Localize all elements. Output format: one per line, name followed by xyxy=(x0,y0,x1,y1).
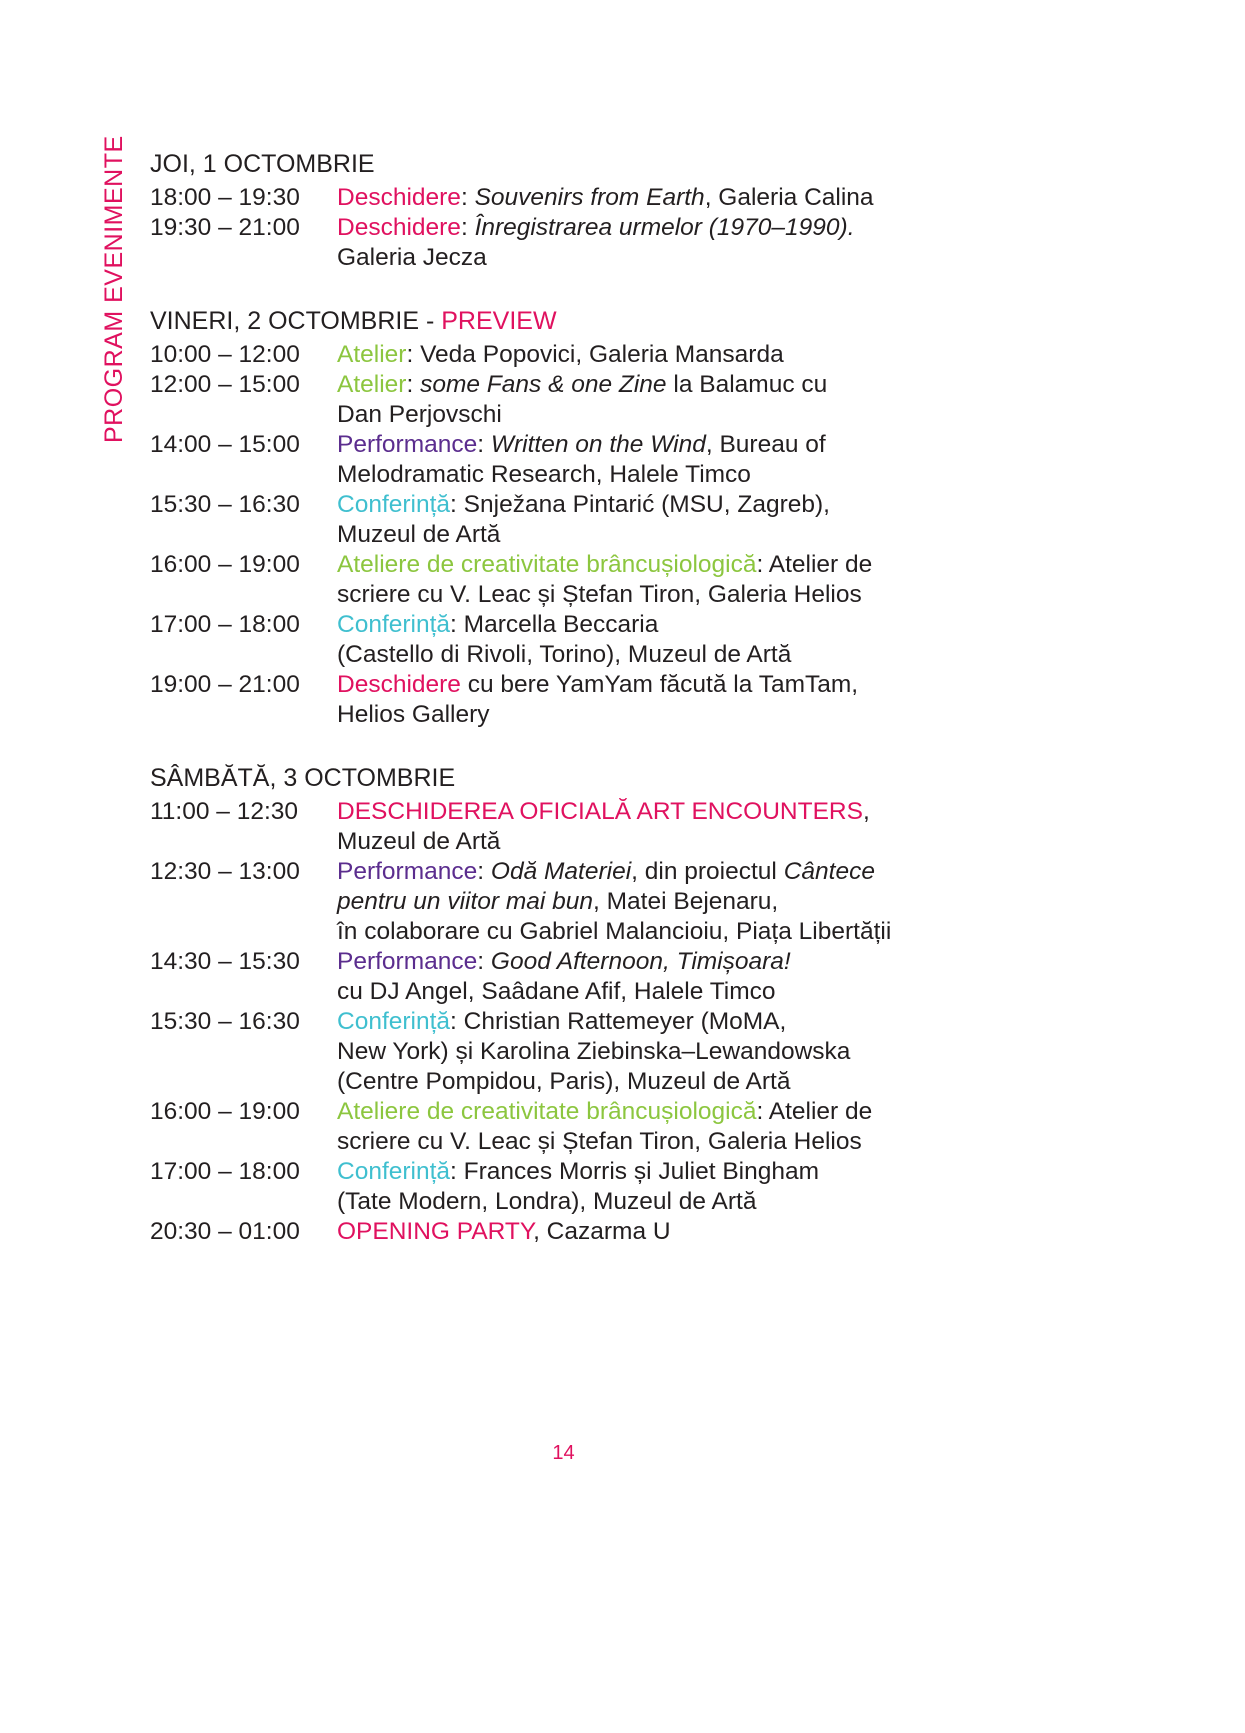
event-text: cu DJ Angel, Saâdane Afif, Halele Timco xyxy=(337,978,776,1005)
event-description xyxy=(337,490,950,550)
event-description xyxy=(337,1157,950,1217)
event-category: Atelier xyxy=(337,341,407,368)
event-time: 16:00 – 19:00 xyxy=(150,1098,300,1125)
event-time: 15:30 – 16:30 xyxy=(150,491,300,518)
event-time: 17:00 – 18:00 xyxy=(150,611,300,638)
event-text: (Tate Modern, Londra), Muzeul de Artă xyxy=(337,1188,757,1215)
day-heading xyxy=(150,760,950,796)
side-title: PROGRAM EVENIMENTE xyxy=(100,135,128,443)
event-row xyxy=(150,670,950,730)
event-text: Helios Gallery xyxy=(337,701,490,728)
event-row xyxy=(150,550,950,610)
day-section xyxy=(150,303,950,730)
event-time: 14:30 – 15:30 xyxy=(150,948,300,975)
event-category: Conferință xyxy=(337,1008,451,1035)
event-description xyxy=(337,183,950,213)
event-text: în colaborare cu Gabriel Malancioiu, Piața Libertății xyxy=(337,918,892,945)
event-category: Performance xyxy=(337,858,478,885)
event-text: Odă Materiei xyxy=(490,858,632,885)
event-text: Souvenirs from Earth xyxy=(474,184,705,211)
event-text: Galeria Jecza xyxy=(337,244,487,271)
event-text: Good Afternoon, Timișoara! xyxy=(490,948,791,975)
day-heading xyxy=(150,303,950,339)
event-text: : xyxy=(477,431,491,458)
day-heading-text: JOI, 1 OCTOMBRIE xyxy=(150,150,375,178)
event-text: : xyxy=(406,371,421,398)
event-text: (Centre Pompidou, Paris), Muzeul de Artă xyxy=(337,1068,791,1095)
event-description xyxy=(337,1007,950,1097)
event-text: (Castello di Rivoli, Torino), Muzeul de Artă xyxy=(337,641,792,668)
event-text: scriere cu V. Leac și Ștefan Tiron, Galeria Helios xyxy=(337,581,862,608)
event-text: Cântece xyxy=(783,858,875,885)
event-row xyxy=(150,1007,950,1097)
event-description xyxy=(337,670,950,730)
event-text: Written on the Wind xyxy=(490,431,706,458)
event-row xyxy=(150,340,950,370)
event-time: 11:00 – 12:30 xyxy=(150,798,299,825)
day-section xyxy=(150,760,950,1247)
event-text: scriere cu V. Leac și Ștefan Tiron, Galeria Helios xyxy=(337,1128,862,1155)
event-text: la Balamuc cu xyxy=(666,371,828,398)
event-text: Melodramatic Research, Halele Timco xyxy=(337,461,751,488)
event-text: Muzeul de Artă xyxy=(337,521,501,548)
event-category: Ateliere de creativitate brâncușiologică xyxy=(337,1098,757,1125)
event-category: Conferință xyxy=(337,1158,451,1185)
page-number xyxy=(0,1442,1245,1465)
day-heading xyxy=(150,146,950,182)
event-text: , Matei Bejenaru, xyxy=(593,888,779,915)
event-row xyxy=(150,1157,950,1217)
event-time: 12:30 – 13:00 xyxy=(150,858,300,885)
event-category: Ateliere de creativitate brâncușiologică xyxy=(337,551,757,578)
page-number-text: 14 xyxy=(552,1442,575,1464)
event-text: Dan Perjovschi xyxy=(337,401,502,428)
event-text: , Cazarma U xyxy=(533,1218,671,1245)
event-description xyxy=(337,797,950,857)
event-text: : xyxy=(460,184,475,211)
event-time: 20:30 – 01:00 xyxy=(150,1218,300,1245)
event-time: 19:30 – 21:00 xyxy=(150,214,300,241)
event-category: DESCHIDEREA OFICIALĂ ART ENCOUNTERS xyxy=(337,798,863,825)
event-description xyxy=(337,947,950,1007)
event-text: Muzeul de Artă xyxy=(337,828,501,855)
event-description xyxy=(337,550,950,610)
event-schedule xyxy=(150,146,950,1277)
event-row xyxy=(150,490,950,550)
event-text: : Atelier de xyxy=(756,551,873,578)
event-text: New York) și Karolina Ziebinska–Lewandowska xyxy=(337,1038,851,1065)
event-row xyxy=(150,213,950,273)
event-description xyxy=(337,430,950,490)
event-description xyxy=(337,857,950,947)
event-row xyxy=(150,857,950,947)
event-category: Conferință xyxy=(337,491,451,518)
event-row xyxy=(150,183,950,213)
event-category: Conferință xyxy=(337,611,451,638)
event-category: Deschidere xyxy=(337,671,461,698)
event-text: , din proiectul xyxy=(631,858,784,885)
event-category: Deschidere xyxy=(337,214,461,241)
event-time: 17:00 – 18:00 xyxy=(150,1158,300,1185)
event-time: 16:00 – 19:00 xyxy=(150,551,300,578)
event-row xyxy=(150,797,950,857)
event-text: cu bere YamYam făcută la TamTam, xyxy=(460,671,859,698)
day-heading-text: VINERI, 2 OCTOMBRIE - xyxy=(150,307,442,335)
event-description xyxy=(337,1217,950,1247)
event-time: 12:00 – 15:00 xyxy=(150,371,300,398)
event-category: Deschidere xyxy=(337,184,461,211)
event-text: : Snježana Pintarić (MSU, Zagreb), xyxy=(450,491,830,518)
event-row xyxy=(150,1217,950,1247)
event-description xyxy=(337,610,950,670)
event-description xyxy=(337,370,950,430)
event-time: 15:30 – 16:30 xyxy=(150,1008,300,1035)
event-row xyxy=(150,430,950,490)
event-text: : Frances Morris și Juliet Bingham xyxy=(450,1158,820,1185)
event-text: : Marcella Beccaria xyxy=(450,611,659,638)
event-text: : Atelier de xyxy=(756,1098,873,1125)
event-category: Performance xyxy=(337,948,478,975)
event-time: 10:00 – 12:00 xyxy=(150,341,300,368)
event-row xyxy=(150,610,950,670)
event-text: pentru un viitor mai bun xyxy=(337,888,594,915)
event-description xyxy=(337,213,950,273)
event-category: OPENING PARTY xyxy=(337,1218,534,1245)
event-text: : xyxy=(477,858,491,885)
event-description xyxy=(337,1097,950,1157)
day-section xyxy=(150,146,950,273)
event-text: : Veda Popovici, Galeria Mansarda xyxy=(406,341,784,368)
event-text: : xyxy=(460,214,475,241)
event-row xyxy=(150,1097,950,1157)
event-row xyxy=(150,947,950,1007)
event-category: Atelier xyxy=(337,371,407,398)
event-category: Performance xyxy=(337,431,478,458)
event-text: Înregistrarea urmelor (1970–1990). xyxy=(474,214,855,241)
event-text: , xyxy=(862,798,870,825)
event-time: 18:00 – 19:30 xyxy=(150,184,300,211)
event-text: , Bureau of xyxy=(705,431,826,458)
event-row xyxy=(150,370,950,430)
day-heading-text: SÂMBĂTĂ, 3 OCTOMBRIE xyxy=(150,764,456,792)
event-description xyxy=(337,340,950,370)
event-text: : Christian Rattemeyer (MoMA, xyxy=(450,1008,787,1035)
event-text: : xyxy=(477,948,491,975)
event-time: 19:00 – 21:00 xyxy=(150,671,300,698)
day-heading-tag: PREVIEW xyxy=(441,307,557,335)
event-text: , Galeria Calina xyxy=(704,184,874,211)
event-text: some Fans & one Zine xyxy=(420,371,667,398)
event-time: 14:00 – 15:00 xyxy=(150,431,300,458)
